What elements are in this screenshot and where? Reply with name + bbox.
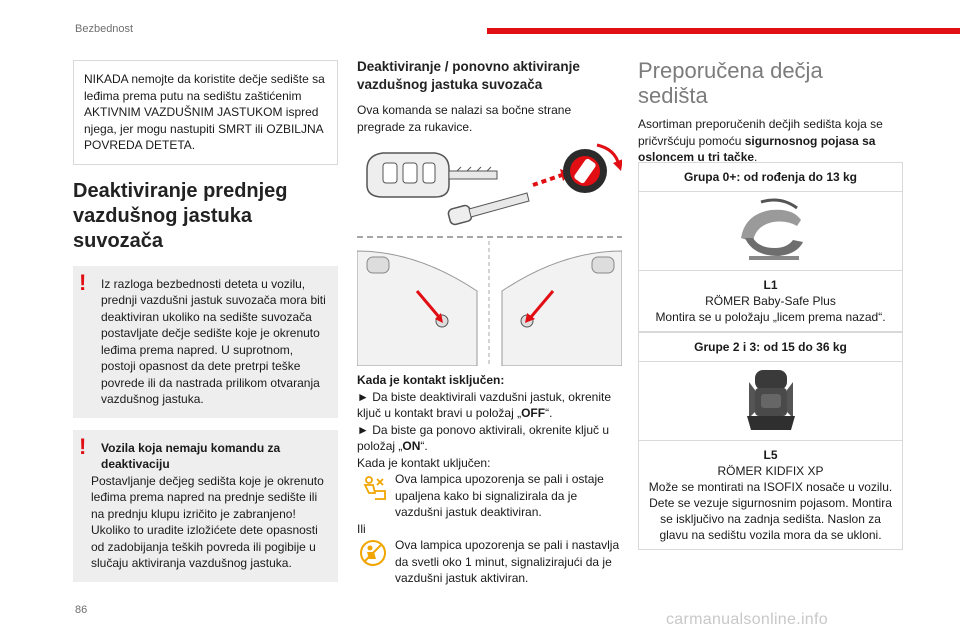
- airbag-on-lamp-icon: [359, 539, 387, 567]
- lamp-on-text: Ova lampica upozorenja se pali i nastavlja da svetli oko 1 minut, signalizirajući da je vazdušni jastuk aktiviran.: [395, 538, 620, 585]
- key-position-off: OFF: [521, 406, 546, 420]
- card-code: L1: [763, 278, 778, 292]
- section-heading: Deaktiviranje / ponovno aktiviranje vazdušnog jastuka suvozača: [357, 59, 580, 92]
- step-text-end: “.: [420, 439, 428, 453]
- lamp-on-row: [357, 537, 622, 587]
- intro-text: Ova komanda se nalazi sa bočne strane pregrade za rukavice.: [357, 103, 572, 134]
- card-note: Montira se u položaju „licem prema nazad“.: [655, 310, 886, 324]
- card-image: [639, 362, 902, 441]
- warning-box: [73, 266, 338, 418]
- step-activate: [357, 422, 622, 455]
- dashboard-left-icon: [357, 251, 477, 366]
- baby-seat-image: [731, 198, 811, 264]
- card-note: Može se montirati na ISOFIX nosače u vozilu. Dete se vezuje sigurnosnim pojasom. Montira se isključivo na zadnja sedišta. Naslon za glavu na sedištu vozila mora da se ukloni.: [648, 480, 893, 542]
- card-group: Grupa 0+: od rođenja do 13 kg: [639, 163, 902, 192]
- key-icon: [447, 193, 529, 226]
- intro-text: [638, 116, 903, 166]
- card-model: RÖMER Baby-Safe Plus: [705, 294, 836, 308]
- step-text-end: “.: [545, 406, 553, 420]
- card-code: L5: [763, 448, 778, 462]
- warning-title: Vozila koja nemaju komandu za deaktivaciju: [101, 440, 281, 471]
- right-column: [638, 58, 903, 166]
- airbag-switch-icon: [563, 145, 622, 193]
- page-number: 86: [75, 604, 88, 616]
- step-deactivate: [357, 389, 622, 422]
- key-position-on: ON: [402, 439, 421, 453]
- airbag-switch-illustration: [357, 141, 622, 366]
- danger-notice: NIKADA nemojte da koristite dečje sedište sa leđima prema putu na sedištu zaštićenim AKTIVNIM VAZDUŠNIM JASTUKOM ispred njega, jer mogu nastupiti SMRT ili OZBILJNA POVREDA DETETA.: [73, 60, 338, 165]
- section-heading: Preporučena dečja sedišta: [638, 58, 823, 108]
- child-seat-card: [638, 332, 903, 550]
- warning-icon: !: [79, 269, 87, 295]
- section-title: Bezbednost: [75, 23, 134, 35]
- section-heading: Deaktiviranje prednjeg vazdušnog jastuka suvozača: [73, 179, 288, 252]
- intro-post: .: [754, 150, 758, 164]
- dashboard-right-icon: [502, 251, 622, 366]
- airbag-off-lamp-icon: [359, 473, 387, 501]
- lamp-off-row: [357, 471, 622, 521]
- intro-bold: sigurnosnog pojasa sa osloncem u tri tačke: [638, 133, 876, 164]
- condition-off: Kada je kontakt isključen:: [357, 373, 505, 387]
- card-model: RÖMER KIDFIX XP: [717, 464, 824, 478]
- warning-text: Iz razloga bezbednosti deteta u vozilu, prednji vazdušni jastuk suvozača mora biti deaktiviran ukoliko na sedište suvozača postavljate dečje sedište koje je okrenuto leđima prema napred. U suprotnom, postoji opasnost da dete pretrpi teške povrede ili da nastrada prilikom otvaranja vazdušnog jastuka.: [101, 276, 326, 406]
- step-text: ► Da biste ga ponovo aktivirali, okrenite ključ u položaj „: [357, 422, 609, 453]
- key-fob-icon: [367, 153, 497, 197]
- watermark: carmanualsonline.info: [666, 611, 828, 628]
- left-column: [73, 60, 338, 582]
- child-seat-card: [638, 162, 903, 332]
- card-body: [639, 441, 902, 549]
- intro-pre: Asortiman preporučenih dečjih sedišta koja se pričvršćuju pomoću: [638, 117, 883, 148]
- header-accent-bar: [487, 28, 960, 34]
- card-group: Grupe 2 i 3: od 15 do 36 kg: [639, 333, 902, 362]
- or-text: Ili: [357, 521, 366, 536]
- card-image: [639, 192, 902, 271]
- lamp-off-text: Ova lampica upozorenja se pali i ostaje upaljena kako bi signalizirala da je vazdušni jastuk deaktiviran.: [395, 472, 604, 519]
- warning-icon: !: [79, 433, 87, 459]
- booster-seat-image: [741, 368, 801, 434]
- condition-on: Kada je kontakt uključen:: [357, 455, 491, 470]
- step-text: ► Da biste deaktivirali vazdušni jastuk, okrenite ključ u kontakt bravi u položaj „: [357, 389, 611, 420]
- card-body: [639, 271, 902, 331]
- middle-column: [357, 58, 622, 587]
- warning-box-2: [73, 430, 338, 582]
- warning-text: Postavljanje dečjeg sedišta koje je okrenuto leđima prema napred na prednje sedište ili na prednju klupu izričito je zabranjeno! Ukoliko to uradite izložićete dete opasnosti od zadobijanja teških povreda ili pogibije u slučaju aktiviranja vazdušnog jastuka.: [91, 473, 324, 570]
